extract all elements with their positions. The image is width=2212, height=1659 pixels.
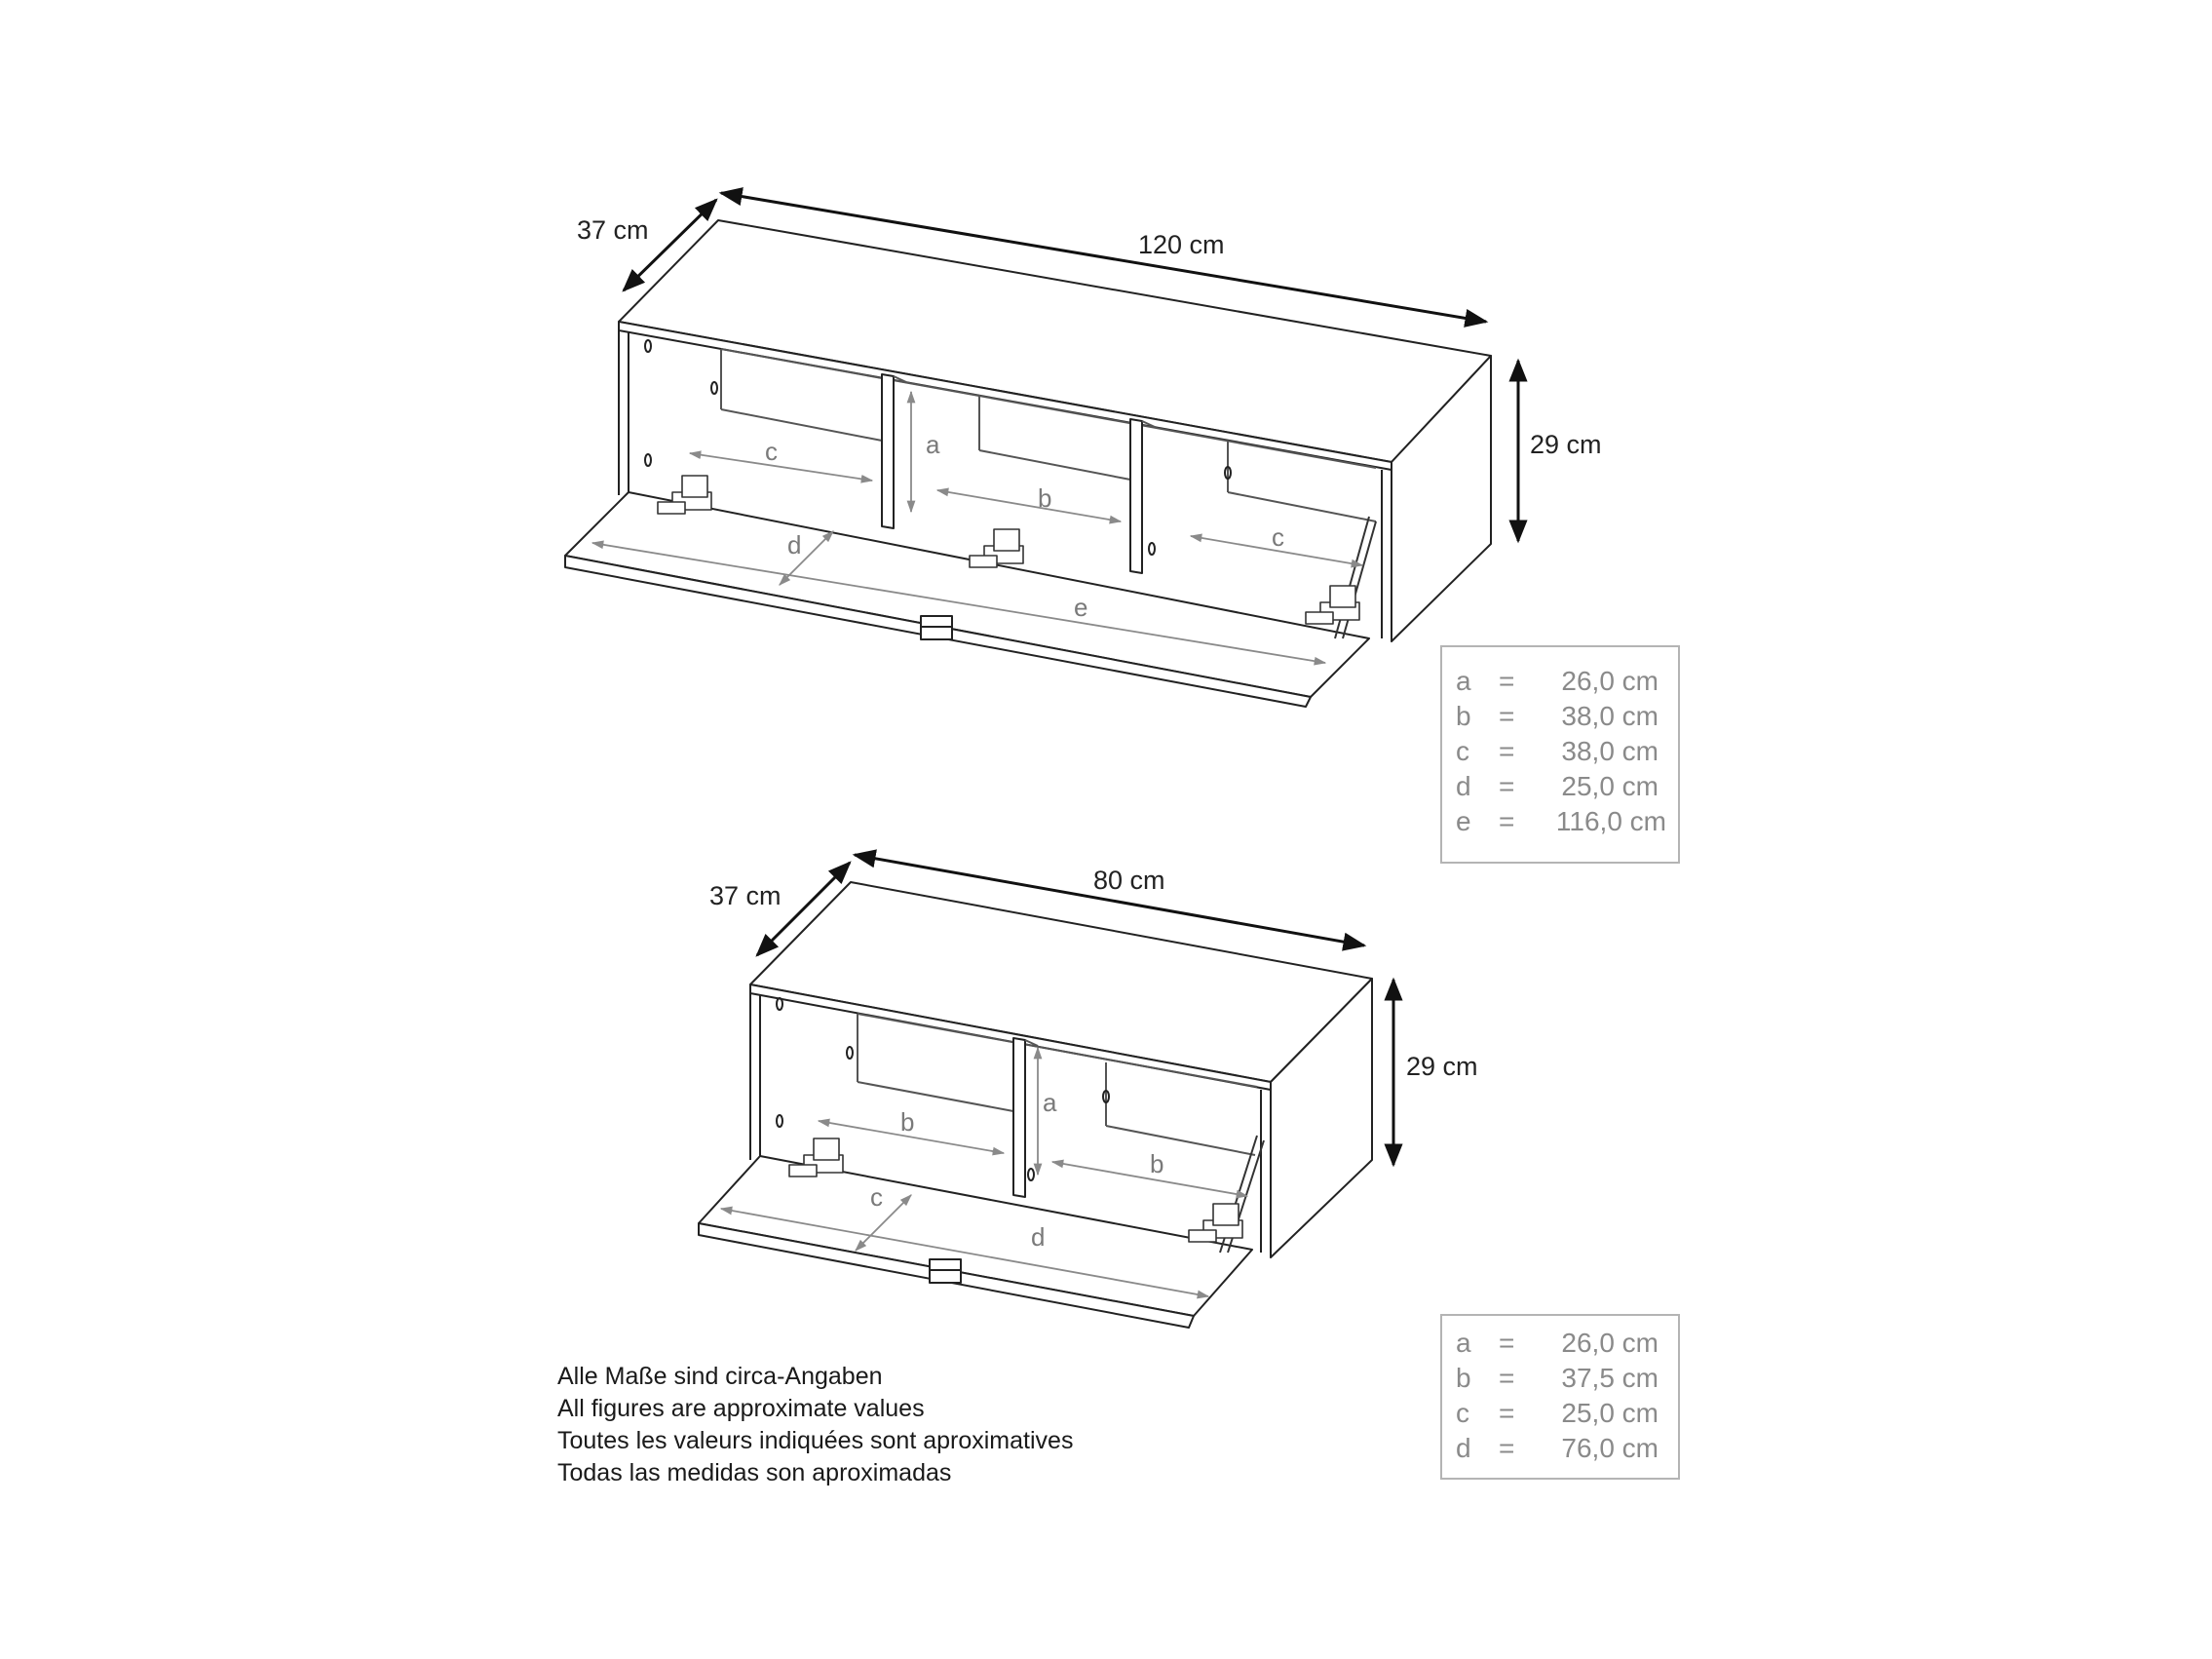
small-label-b-right: b bbox=[1150, 1149, 1164, 1178]
small-top-panel bbox=[750, 882, 1372, 1082]
small-label-a: a bbox=[1043, 1088, 1057, 1117]
large-legend-row: c = 38,0 cm bbox=[1456, 736, 1659, 766]
small-width-label: 80 cm bbox=[1093, 866, 1165, 895]
small-legend-row: d = 76,0 cm bbox=[1456, 1433, 1659, 1463]
large-label-c-right: c bbox=[1272, 522, 1284, 552]
large-divider-1 bbox=[882, 374, 894, 528]
note-french: Toutes les valeurs indiquées sont aproximatives bbox=[557, 1427, 1074, 1454]
note-english: All figures are approximate values bbox=[557, 1395, 925, 1422]
large-legend-row: d = 25,0 cm bbox=[1456, 771, 1659, 801]
approximation-notes bbox=[557, 1361, 1073, 1489]
note-german: Alle Maße sind circa-Angaben bbox=[557, 1363, 883, 1390]
large-depth-label: 37 cm bbox=[577, 215, 649, 245]
large-top-panel bbox=[619, 220, 1491, 462]
large-label-b: b bbox=[1038, 483, 1052, 513]
large-hinge-left bbox=[658, 476, 711, 514]
large-hinge-right bbox=[1306, 586, 1359, 624]
small-depth-label: 37 cm bbox=[709, 881, 782, 910]
large-divider-2 bbox=[1130, 419, 1142, 573]
large-height-label: 29 cm bbox=[1530, 430, 1602, 459]
small-hinge-left bbox=[789, 1138, 843, 1177]
small-cabinet-drawing bbox=[699, 882, 1372, 1328]
small-open-flap bbox=[699, 1156, 1252, 1316]
small-legend-row: a = 26,0 cm bbox=[1456, 1328, 1659, 1358]
note-spanish: Todas las medidas son aproximadas bbox=[557, 1459, 952, 1486]
small-divider bbox=[1013, 1038, 1025, 1197]
small-hinge-right bbox=[1189, 1204, 1242, 1242]
large-label-a: a bbox=[926, 430, 940, 459]
large-label-d: d bbox=[787, 530, 802, 559]
small-label-b-left: b bbox=[900, 1107, 915, 1137]
large-legend-row: b = 38,0 cm bbox=[1456, 701, 1659, 731]
large-legend-row: a = 26,0 cm bbox=[1456, 666, 1659, 696]
small-height-label: 29 cm bbox=[1406, 1052, 1478, 1081]
large-hinge-middle bbox=[970, 529, 1023, 567]
large-label-e: e bbox=[1074, 593, 1088, 622]
small-label-d: d bbox=[1031, 1222, 1046, 1252]
small-label-c: c bbox=[870, 1182, 883, 1212]
small-legend-row: b = 37,5 cm bbox=[1456, 1363, 1659, 1393]
large-open-flap bbox=[565, 492, 1369, 697]
small-legend-row: c = 25,0 cm bbox=[1456, 1398, 1659, 1428]
large-legend-row: e = 116,0 cm bbox=[1456, 806, 1666, 836]
large-label-c-left: c bbox=[765, 437, 778, 466]
large-cabinet-drawing bbox=[565, 220, 1491, 707]
large-width-label: 120 cm bbox=[1138, 230, 1225, 259]
